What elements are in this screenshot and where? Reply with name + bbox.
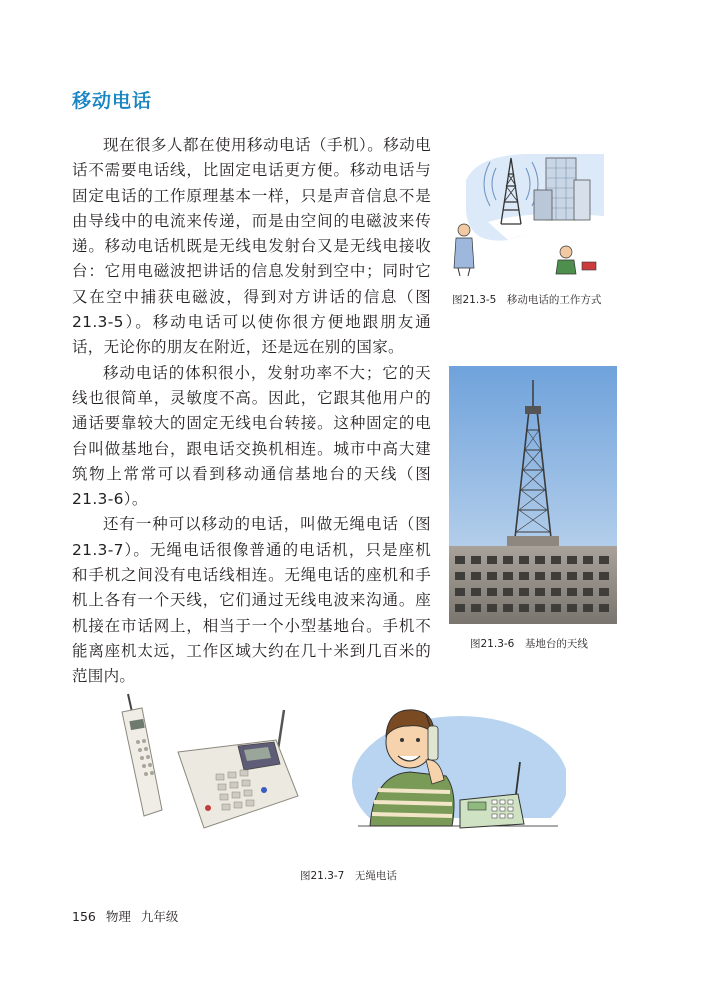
antenna-photo (449, 366, 617, 624)
paragraph-3: 还有一种可以移动的电话，叫做无绳电话（图21.3-7）。无绳电话很像普通的电话机，只是座机和手机之间没有电话线相连。无绳电话的座机和手机上各有一个天线，它们通过无线电波来沟通。座机接在市话网上，相当于一个小型基地台。手机不能离座机太远，工作区域大约在几十米到几百米的范围内。 (72, 515, 431, 686)
figure-caption: 图21.3-6 基地台的天线 (470, 638, 588, 650)
cordless-phone-photo (108, 690, 304, 836)
figure-caption: 图21.3-5 移动电话的工作方式 (452, 294, 602, 306)
section-title: 移动电话 (72, 90, 153, 112)
body-text (72, 133, 431, 690)
figure-caption: 图21.3-7 无绳电话 (300, 870, 397, 882)
mobile-network-illustration (448, 150, 608, 278)
figure-base-station-antenna (449, 366, 617, 624)
figure-cordless-phone-photo (108, 690, 304, 836)
page-number: 156 (72, 909, 96, 924)
figure-cordless-phone-cartoon (348, 696, 566, 844)
paragraph-1: 现在很多人都在使用移动电话（手机）。移动电话不需要电话线，比固定电话更方便。移动电话与固定电话的工作原理基本一样，只是声音信息不是由导线中的电流来传递，而是由空间的电磁波来传递。移动电话机既是无线电发射台又是无线电接收台：它用电磁波把讲话的信息发射到空中；同时它又在空中捕获电磁波，得到对方讲话的信息（图21.3-5）。移动电话可以使你很方便地跟朋友通话，无论你的朋友在附近，还是远在别的国家。 (72, 136, 431, 357)
grade-label: 九年级 (140, 909, 179, 924)
subject-label: 物理 (105, 909, 131, 924)
paragraph-2: 移动电话的体积很小，发射功率不大；它的天线也很简单，灵敏度不高。因此，它跟其他用户的通话要靠较大的固定无线电台转接。这种固定的电台叫做基地台，跟电话交换机相连。城市中高大建筑物上常常可以看到移动通信基地台的天线（图21.3-6）。 (72, 363, 431, 509)
page-footer (72, 907, 184, 925)
cordless-phone-cartoon (348, 696, 566, 844)
figure-mobile-phone-working (448, 150, 608, 278)
